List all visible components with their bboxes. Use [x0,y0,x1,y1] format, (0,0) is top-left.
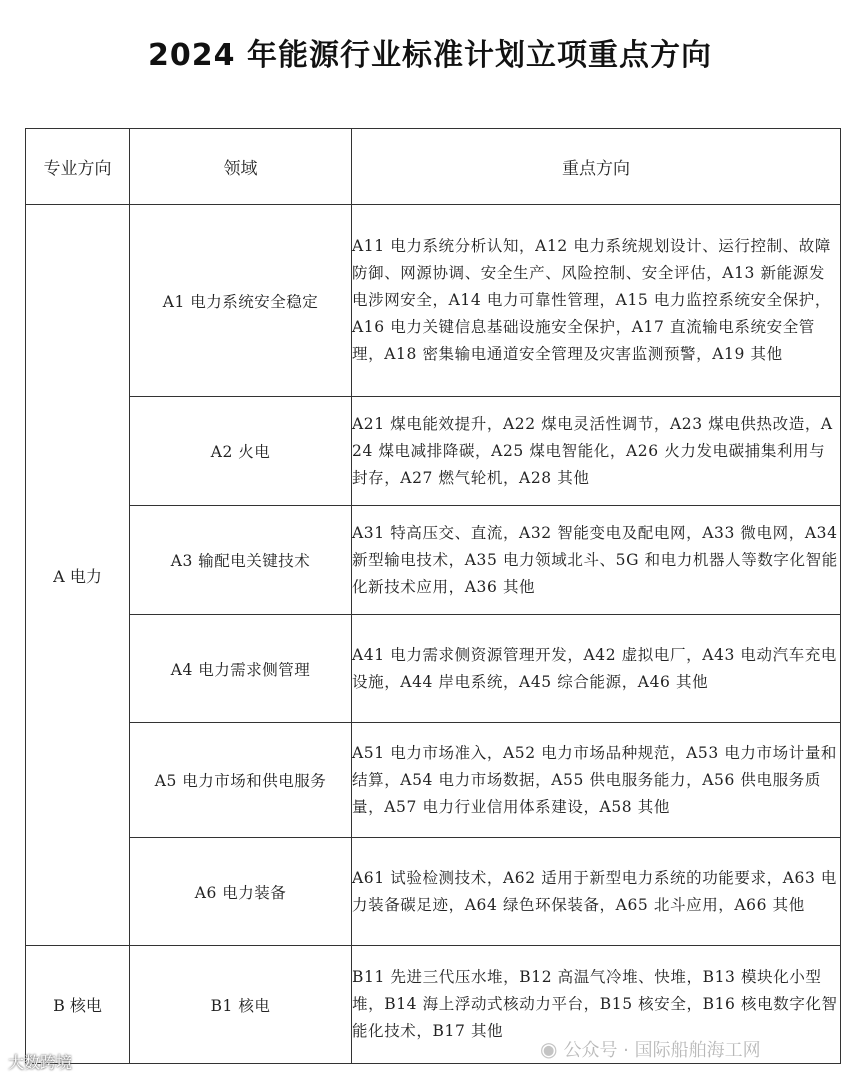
watermark-left: 大数跨境 [8,1053,73,1072]
field-cell: A6 电力装备 [130,838,352,946]
field-cell: A2 火电 [130,397,352,506]
table-row [26,723,841,838]
field-cell: A4 电力需求侧管理 [130,615,352,723]
focus-cell: A31 特高压交、直流，A32 智能变电及配电网，A33 微电网，A34 新型输电技术，A35 电力领域北斗、5G 和电力机器人等数字化智能化新技术应用，A36 其他 [352,506,841,615]
table-row [26,506,841,615]
table-row [26,205,841,397]
field-cell: A1 电力系统安全稳定 [130,205,352,397]
focus-cell: A11 电力系统分析认知，A12 电力系统规划设计、运行控制、故障防御、网源协调、安全生产、风险控制、安全评估，A13 新能源发电涉网安全，A14 电力可靠性管理，A15 电力监控系统安全保护，A16 电力关键信息基础设施安全保护，A17 直流输电系统安全管理，A18 密集输电通道安全管理及灾害监测预警，A19 其他 [352,205,841,397]
focus-cell: A21 煤电能效提升，A22 煤电灵活性调节，A23 煤电供热改造，A24 煤电减排降碳，A25 煤电智能化，A26 火力发电碳捕集利用与封存，A27 燃气轮机，A28 其他 [352,397,841,506]
table-row [26,615,841,723]
category-cell-a: A 电力 [26,205,130,946]
watermark-right [540,1036,761,1062]
wechat-icon: ◉ [540,1037,558,1061]
table-row [26,838,841,946]
table-header-row [26,129,841,205]
header-focus: 重点方向 [352,129,841,205]
field-cell: A3 输配电关键技术 [130,506,352,615]
focus-cell: A61 试验检测技术，A62 适用于新型电力系统的功能要求，A63 电力装备碳足迹，A64 绿色环保装备，A65 北斗应用，A66 其他 [352,838,841,946]
standards-table [25,128,841,1064]
table-row [26,397,841,506]
focus-cell: A51 电力市场准入，A52 电力市场品种规范，A53 电力市场计量和结算，A54 电力市场数据，A55 供电服务能力，A56 供电服务质量，A57 电力行业信用体系建设，A58 其他 [352,723,841,838]
focus-cell: B11 先进三代压水堆，B12 高温气冷堆、快堆，B13 模块化小型堆，B14 海上浮动式核动力平台，B15 核安全，B16 核电数字化智能化技术，B17 其他 [352,946,841,1064]
field-cell: B1 核电 [130,946,352,1064]
category-cell-b: B 核电 [26,946,130,1064]
header-category: 专业方向 [26,129,130,205]
header-field: 领域 [130,129,352,205]
watermark-right-text: 公众号 · 国际船舶海工网 [563,1040,761,1061]
field-cell: A5 电力市场和供电服务 [130,723,352,838]
focus-cell: A41 电力需求侧资源管理开发，A42 虚拟电厂，A43 电动汽车充电设施，A44 岸电系统，A45 综合能源，A46 其他 [352,615,841,723]
page-title: 2024 年能源行业标准计划立项重点方向 [148,38,712,73]
